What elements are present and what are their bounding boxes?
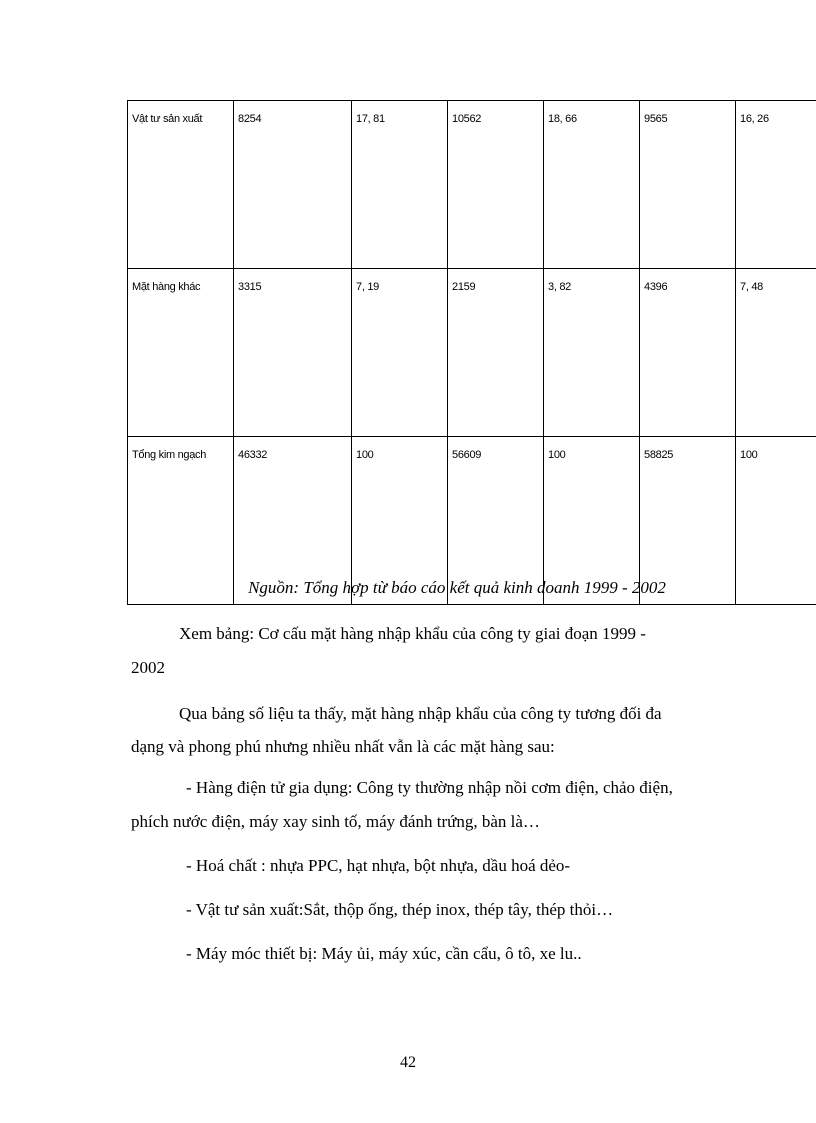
bullet-line: phích nước điện, máy xay sinh tố, máy đánh trứng, bàn là… — [131, 812, 540, 831]
paragraph-line: Qua bảng số liệu ta thấy, mặt hàng nhập khẩu của công ty tương đối đa — [179, 704, 662, 723]
percent-cell: 7, 48 — [736, 269, 816, 437]
row-label: Tổng kim ngạch — [128, 437, 234, 605]
percent-cell: 100 — [352, 437, 448, 605]
percent-cell: 100 — [736, 437, 816, 605]
value-cell: 58825 — [640, 437, 736, 605]
paragraph-line: Xem bảng: Cơ cấu mặt hàng nhập khẩu của công ty giai đoạn 1999 - — [179, 624, 646, 643]
value-cell: 4396 — [640, 269, 736, 437]
table-row — [128, 269, 816, 437]
bullet-line: - Hoá chất : nhựa PPC, hạt nhựa, bột nhựa, dầu hoá dẻo- — [186, 856, 571, 875]
table-row — [128, 101, 816, 269]
bullet-line: - Vật tư sản xuất:Sắt, thộp ống, thép inox, thép tây, thép thỏi… — [186, 900, 614, 919]
bullet-line: - Hàng điện tử gia dụng: Công ty thường nhập nồi cơm điện, chảo điện, — [186, 778, 673, 797]
paragraph-line: 2002 — [131, 658, 165, 677]
page-number: 42 — [400, 1054, 416, 1071]
source-note: Nguồn: Tổng hợp từ báo cáo kết quả kinh doanh 1999 - 2002 — [248, 578, 666, 597]
percent-cell: 18, 66 — [544, 101, 640, 269]
value-cell: 9565 — [640, 101, 736, 269]
percent-cell: 7, 19 — [352, 269, 448, 437]
value-cell: 2159 — [448, 269, 544, 437]
bullet-line: - Máy móc thiết bị: Máy ủi, máy xúc, cần cẩu, ô tô, xe lu.. — [186, 944, 582, 963]
value-cell: 3315 — [234, 269, 352, 437]
percent-cell: 100 — [544, 437, 640, 605]
percent-cell: 16, 26 — [736, 101, 816, 269]
row-label: Mặt hàng khác — [128, 269, 234, 437]
percent-cell: 17, 81 — [352, 101, 448, 269]
value-cell: 10562 — [448, 101, 544, 269]
value-cell: 46332 — [234, 437, 352, 605]
value-cell: 56609 — [448, 437, 544, 605]
row-label: Vật tư sản xuất — [128, 101, 234, 269]
import-structure-table — [127, 100, 816, 605]
paragraph-line: dạng và phong phú nhưng nhiều nhất vẫn là các mặt hàng sau: — [131, 737, 555, 756]
percent-cell: 3, 82 — [544, 269, 640, 437]
value-cell: 8254 — [234, 101, 352, 269]
